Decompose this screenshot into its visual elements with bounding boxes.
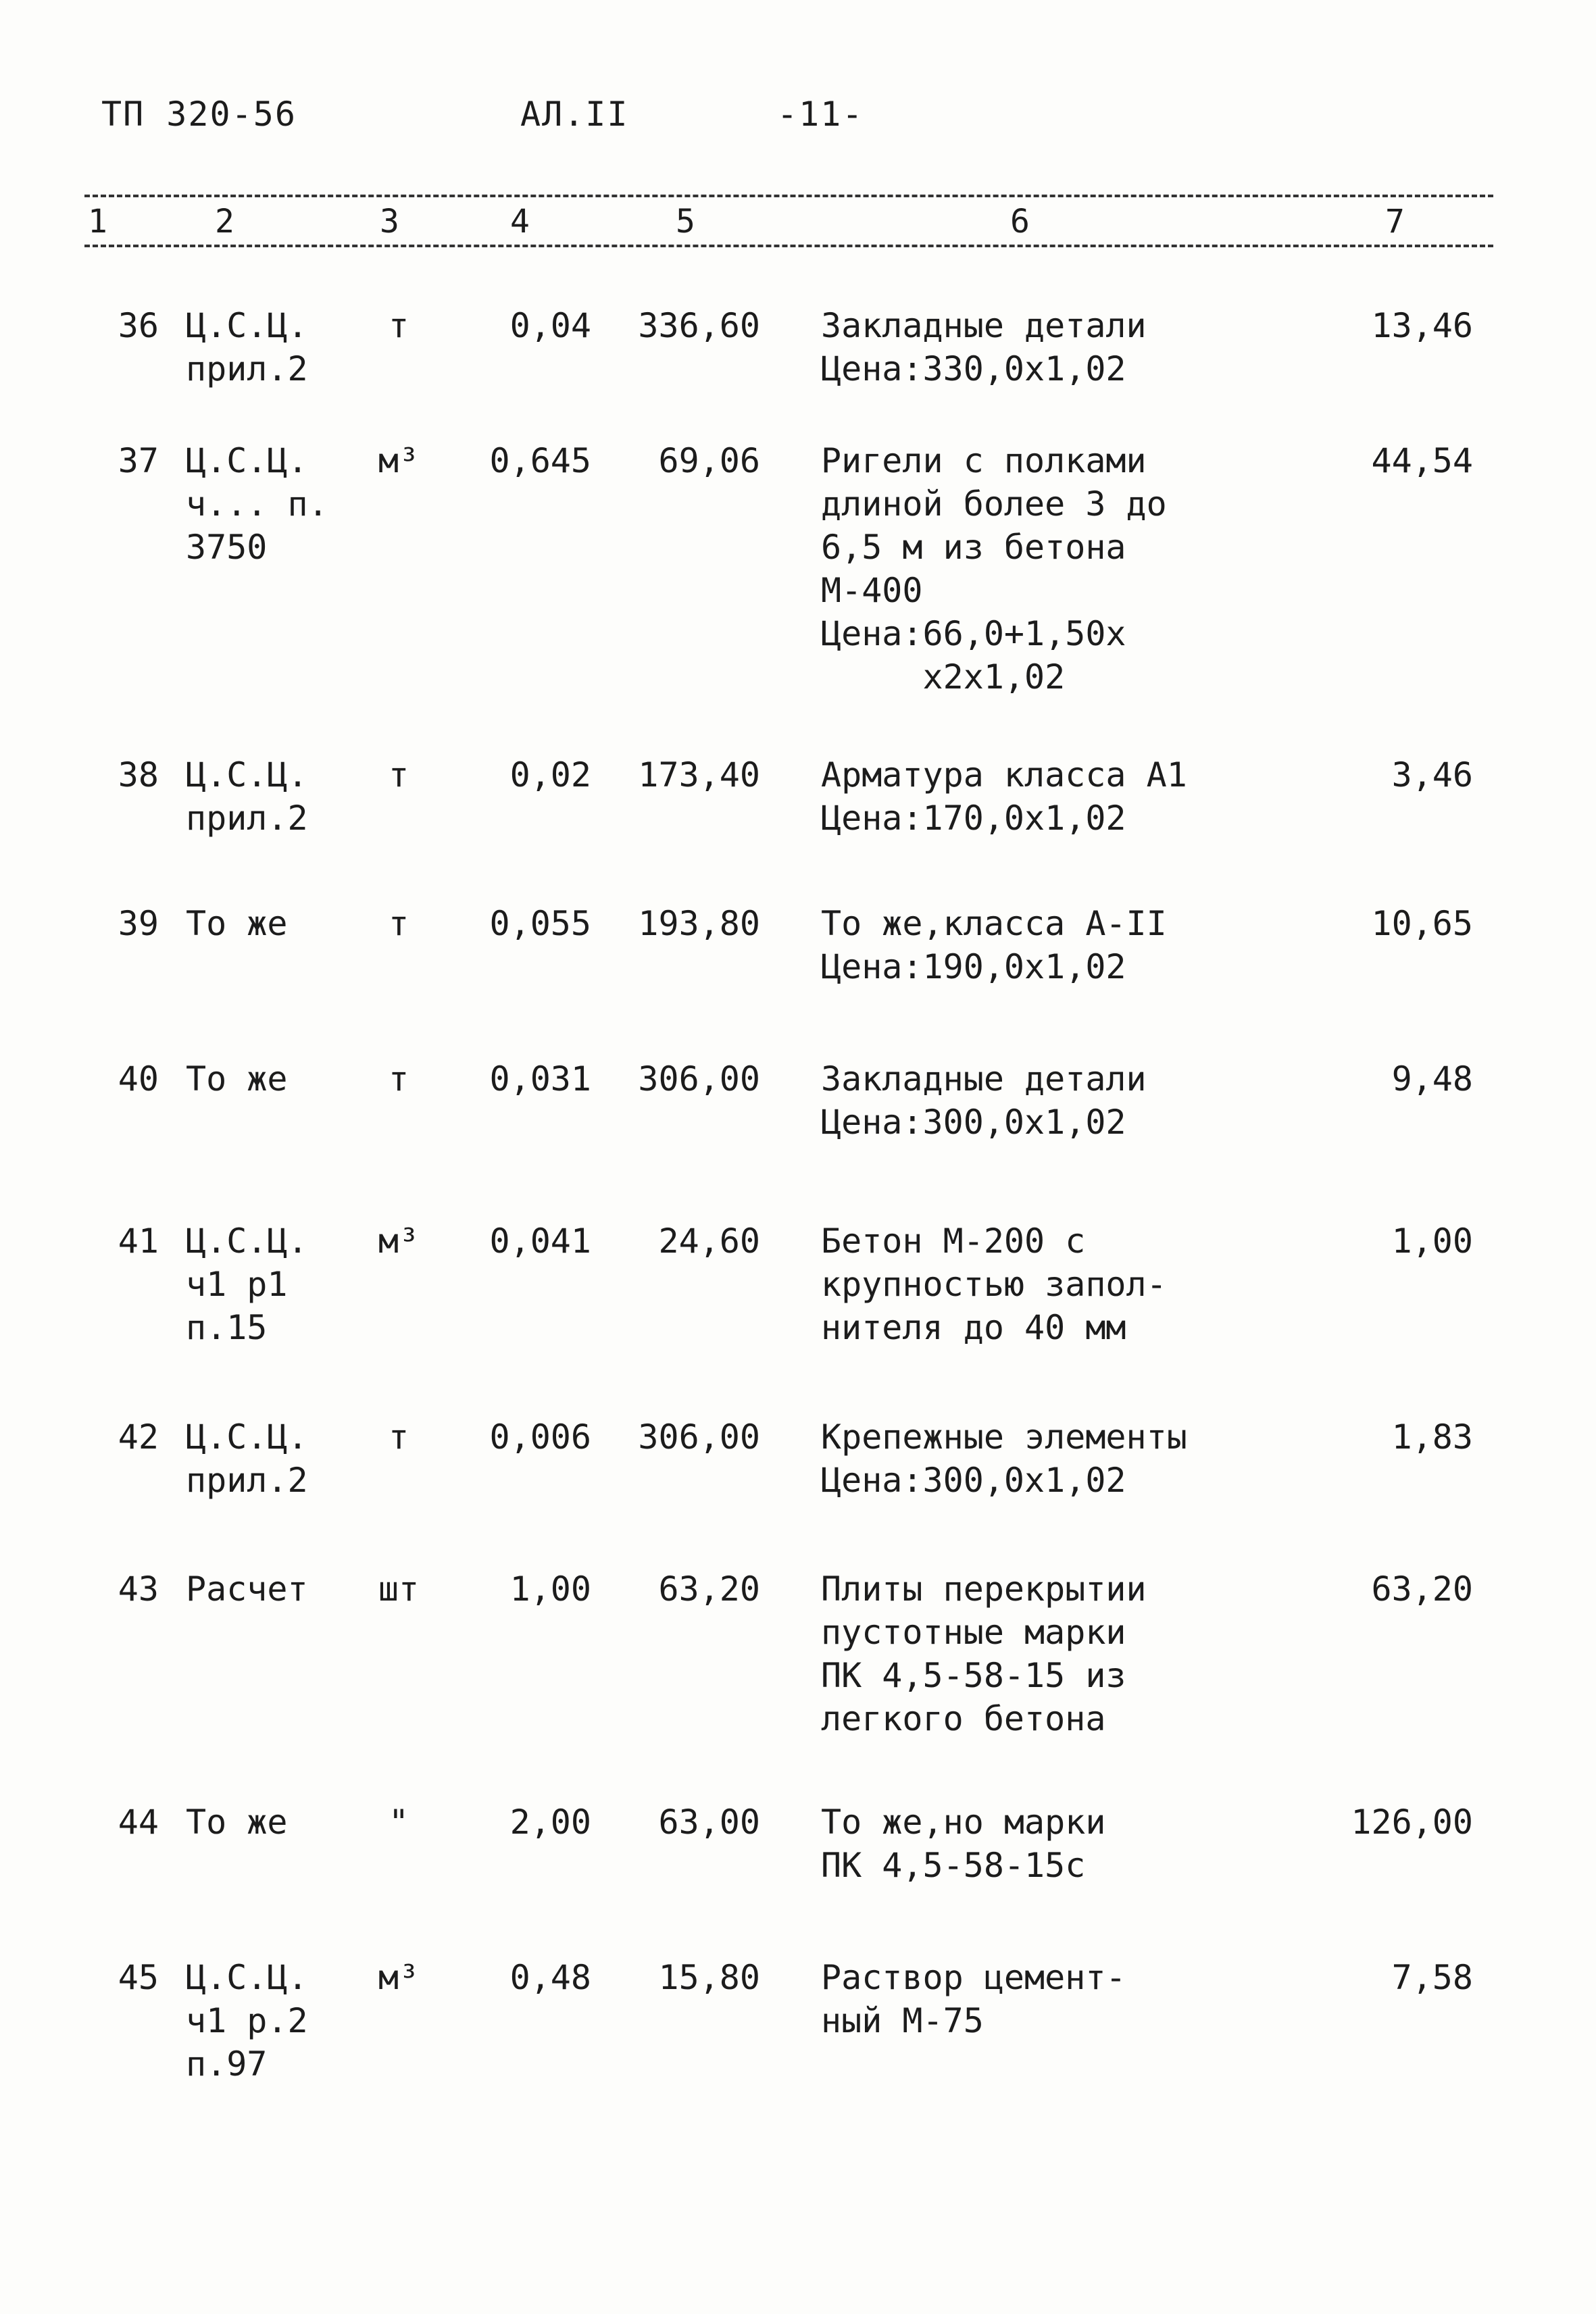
unit: т xyxy=(388,904,409,943)
row-number: 41 xyxy=(118,1222,159,1261)
unit: т xyxy=(388,1417,409,1457)
total-cost: 13,46 xyxy=(1371,306,1473,345)
unit-price: 306,00 xyxy=(638,1417,760,1457)
unit-price: 24,60 xyxy=(658,1222,760,1261)
column-number: 3 xyxy=(380,203,399,241)
column-number: 1 xyxy=(88,203,107,241)
unit-price: 336,60 xyxy=(638,306,760,345)
unit-price: 15,80 xyxy=(658,1958,760,1997)
reference: То же xyxy=(186,1059,288,1099)
unit: м³ xyxy=(378,1958,420,1997)
quantity: 0,055 xyxy=(489,904,591,943)
description: Арматура класса А1 Цена:170,0х1,02 xyxy=(821,755,1187,838)
quantity: 2,00 xyxy=(509,1803,591,1842)
unit: т xyxy=(388,755,409,795)
description: Крепежные элементы Цена:300,0х1,02 xyxy=(821,1417,1187,1500)
reference: Ц.С.Ц. ч1 р.2 п.97 xyxy=(186,1958,308,2084)
row-number: 37 xyxy=(118,441,159,480)
description: Закладные детали Цена:300,0х1,02 xyxy=(821,1059,1147,1142)
quantity: 0,645 xyxy=(489,441,591,480)
row-number: 42 xyxy=(118,1417,159,1457)
unit: м³ xyxy=(378,1222,420,1261)
unit-price: 173,40 xyxy=(638,755,760,795)
unit-price: 193,80 xyxy=(638,904,760,943)
unit: т xyxy=(388,306,409,345)
total-cost: 7,58 xyxy=(1391,1958,1473,1997)
quantity: 0,02 xyxy=(509,755,591,795)
quantity: 0,006 xyxy=(489,1417,591,1457)
total-cost: 10,65 xyxy=(1371,904,1473,943)
unit-price: 69,06 xyxy=(658,441,760,480)
row-number: 39 xyxy=(118,904,159,943)
total-cost: 44,54 xyxy=(1371,441,1473,480)
row-number: 44 xyxy=(118,1803,159,1842)
quantity: 1,00 xyxy=(509,1569,591,1609)
row-number: 36 xyxy=(118,306,159,345)
description: Раствор цемент- ный М-75 xyxy=(821,1958,1126,2040)
unit: т xyxy=(388,1059,409,1099)
row-number: 38 xyxy=(118,755,159,795)
row-number: 45 xyxy=(118,1958,159,1997)
total-cost: 3,46 xyxy=(1391,755,1473,795)
row-number: 43 xyxy=(118,1569,159,1609)
reference: Ц.С.Ц. прил.2 xyxy=(186,755,308,838)
header-dashed-rule xyxy=(84,245,1493,247)
column-number-header xyxy=(0,203,1596,250)
total-cost: 126,00 xyxy=(1351,1803,1473,1842)
description: Плиты перекрытии пустотные марки ПК 4,5-58-15 из легкого бетона xyxy=(821,1569,1147,1738)
total-cost: 1,00 xyxy=(1391,1222,1473,1261)
total-cost: 9,48 xyxy=(1391,1059,1473,1099)
unit: шт xyxy=(378,1569,420,1609)
description: Закладные детали Цена:330,0х1,02 xyxy=(821,306,1147,388)
reference: То же xyxy=(186,1803,288,1842)
total-cost: 63,20 xyxy=(1371,1569,1473,1609)
description: Бетон М-200 с крупностью запол- нителя до 40 мм xyxy=(821,1222,1167,1347)
unit-price: 63,00 xyxy=(658,1803,760,1842)
quantity: 0,48 xyxy=(509,1958,591,1997)
quantity: 0,041 xyxy=(489,1222,591,1261)
row-number: 40 xyxy=(118,1059,159,1099)
unit-price: 63,20 xyxy=(658,1569,760,1609)
quantity: 0,04 xyxy=(509,306,591,345)
reference: Ц.С.Ц. прил.2 xyxy=(186,306,308,388)
description: Ригели с полками длиной более 3 до 6,5 м из бетона М-400 Цена:66,0+1,50х х2х1,02 xyxy=(821,441,1167,697)
reference: Ц.С.Ц. ч... п. 3750 xyxy=(186,441,328,567)
unit: " xyxy=(388,1803,409,1842)
column-number: 4 xyxy=(510,203,530,241)
top-dashed-rule xyxy=(84,195,1493,197)
quantity: 0,031 xyxy=(489,1059,591,1099)
unit-price: 306,00 xyxy=(638,1059,760,1099)
description: То же,класса А-II Цена:190,0х1,02 xyxy=(821,904,1167,986)
column-number: 6 xyxy=(1010,203,1030,241)
total-cost: 1,83 xyxy=(1391,1417,1473,1457)
column-number: 7 xyxy=(1385,203,1405,241)
unit: м³ xyxy=(378,441,420,480)
description: То же,но марки ПК 4,5-58-15с xyxy=(821,1803,1106,1885)
section-label: АЛ.II xyxy=(520,95,629,134)
column-number: 5 xyxy=(676,203,695,241)
document-code: ТП 320-56 xyxy=(101,95,297,134)
reference: Расчет xyxy=(186,1569,308,1609)
column-number: 2 xyxy=(215,203,234,241)
reference: Ц.С.Ц. ч1 р1 п.15 xyxy=(186,1222,308,1347)
reference: Ц.С.Ц. прил.2 xyxy=(186,1417,308,1500)
reference: То же xyxy=(186,904,288,943)
page-number: -11- xyxy=(777,95,864,134)
